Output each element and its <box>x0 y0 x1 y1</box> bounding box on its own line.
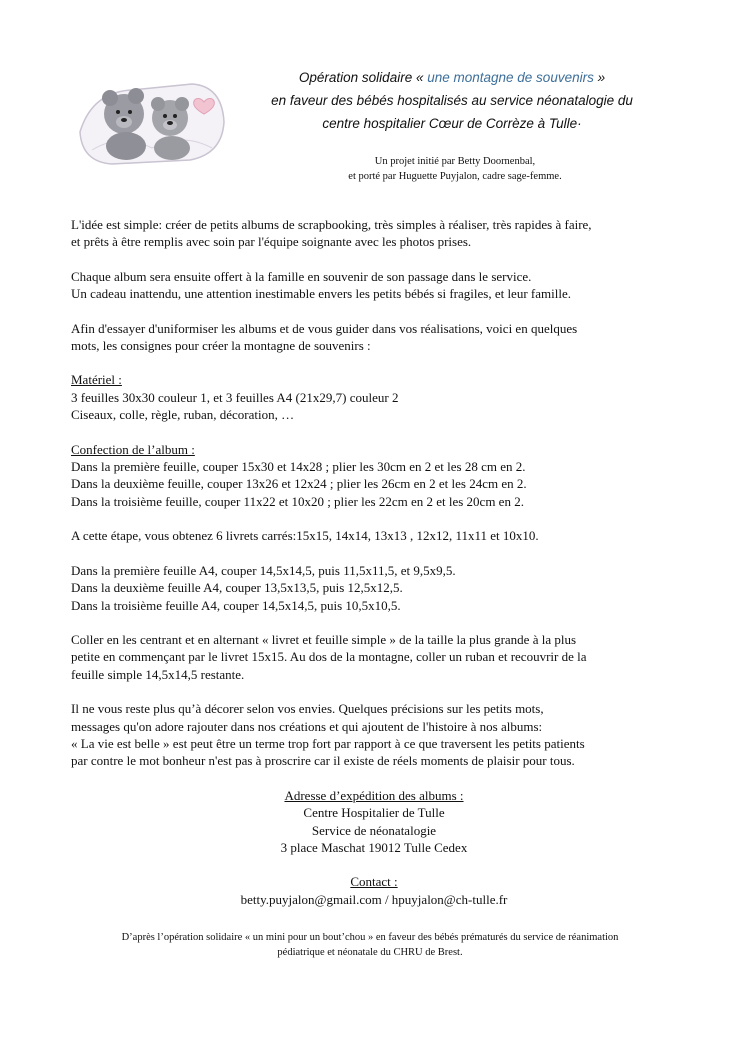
confection-section <box>71 441 677 511</box>
contact-heading: Contact : <box>350 874 398 890</box>
address-line: Centre Hospitalier de Tulle <box>303 805 445 821</box>
decorer-paragraph <box>71 700 677 770</box>
project-credits <box>300 154 610 184</box>
title-line-3: centre hospitalier Cœur de Corrèze à Tulle· <box>322 116 582 131</box>
contact-block <box>71 873 677 908</box>
teddy-bears-on-pillow-icon <box>72 62 232 172</box>
document-title <box>232 66 672 135</box>
credits-line-2: et porté par Huguette Puyjalon, cadre sage-femme. <box>348 171 562 182</box>
text-line: L'idée est simple: créer de petits albums de scrapbooking, très simples à réaliser, très rapides à faire, <box>71 217 592 232</box>
credits-line-1: Un projet initié par Betty Doornenbal, <box>374 156 536 167</box>
text-line: Coller en les centrant et en alternant « livret et feuille simple » de la taille la plus grande à la plus <box>71 631 577 647</box>
materiel-section <box>71 371 677 423</box>
text-line: mots, les consignes pour créer la montagne de souvenirs : <box>71 338 371 354</box>
address-line: 3 place Maschat 19012 Tulle Cedex <box>280 839 468 855</box>
title-line-1 <box>232 66 672 89</box>
footer-line: pédiatrique et néonatale du CHRU de Brest. <box>277 947 463 958</box>
text-line: feuille simple 14,5x14,5 restante. <box>71 666 245 682</box>
text-line: Afin d'essayer d'uniformiser les albums et de vous guider dans vos réalisations, voici en quelques <box>71 320 578 336</box>
text-line: 3 feuilles 30x30 couleur 1, et 3 feuilles A4 (21x29,7) couleur 2 <box>71 389 399 405</box>
title-suffix: » <box>593 70 606 85</box>
confection-heading: Confection de l’album : <box>71 441 195 457</box>
text-line: Ciseaux, colle, règle, ruban, décoration, … <box>71 407 295 423</box>
footer-line: D’après l’opération solidaire « un mini pour un bout’chou » en faveur des bébés prématurés du service de réanimation <box>121 932 619 943</box>
a4-section <box>71 562 677 614</box>
text-line: messages qu'on adore rajouter dans nos créations et qui ajoutent de l'histoire à nos albums: <box>71 718 543 734</box>
footer-note <box>60 930 680 960</box>
coller-paragraph <box>71 631 677 683</box>
text-line: Il ne vous reste plus qu’à décorer selon vos envies. Quelques précisions sur les petits mots, <box>71 701 544 717</box>
text-line: Dans la deuxième feuille A4, couper 13,5x13,5, puis 12,5x12,5. <box>71 580 403 596</box>
title-prefix: Opération solidaire « <box>298 70 428 85</box>
text-line: « La vie est belle » est peut être un terme trop fort par rapport à ce que traversent les petits patients <box>71 735 585 751</box>
text-line: Dans la deuxième feuille, couper 13x26 et 12x24 ; plier les 26cm en 2 et les 24cm en 2. <box>71 476 527 492</box>
shipping-address <box>71 787 677 908</box>
title-line-2: en faveur des bébés hospitalisés au service néonatalogie du <box>271 93 633 108</box>
text-line: par contre le mot bonheur n'est pas à proscrire car il existe de réels moments de plaisir pour tous. <box>71 753 575 769</box>
title-highlight: une montagne de souvenirs <box>427 70 594 85</box>
text-line: Un cadeau inattendu, une attention inestimable envers les petits bébés si fragiles, et leur famille. <box>71 286 571 302</box>
etape-paragraph: A cette étape, vous obtenez 6 livrets carrés:15x15, 14x14, 13x13 , 12x12, 11x11 et 10x10. <box>71 528 539 544</box>
text-line: et prêts à être remplis avec soin par l'équipe soignante avec les photos prises. <box>71 234 472 250</box>
intro-paragraph-3 <box>71 320 677 355</box>
document-body <box>71 216 677 925</box>
text-line: Dans la première feuille, couper 15x30 et 14x28 ; plier les 30cm en 2 et les 28 cm en 2. <box>71 459 526 475</box>
materiel-heading: Matériel : <box>71 372 122 388</box>
address-heading: Adresse d’expédition des albums : <box>284 787 464 803</box>
address-block <box>71 787 677 857</box>
text-line: Chaque album sera ensuite offert à la famille en souvenir de son passage dans le service. <box>71 268 532 284</box>
text-line: Dans la troisième feuille, couper 11x22 et 10x20 ; plier les 22cm en 2 et les 20cm en 2. <box>71 493 524 509</box>
text-line: petite en commençant par le livret 15x15. Au dos de la montagne, coller un ruban et recouvrir de la <box>71 649 587 665</box>
contact-emails[interactable]: betty.puyjalon@gmail.com / hpuyjalon@ch-tulle.fr <box>240 891 508 907</box>
address-line: Service de néonatalogie <box>311 822 437 838</box>
intro-paragraph-1 <box>71 216 677 251</box>
intro-paragraph-2 <box>71 268 677 303</box>
text-line: Dans la première feuille A4, couper 14,5x14,5, puis 11,5x11,5, et 9,5x9,5. <box>71 562 456 578</box>
text-line: Dans la troisième feuille A4, couper 14,5x14,5, puis 10,5x10,5. <box>71 597 401 613</box>
